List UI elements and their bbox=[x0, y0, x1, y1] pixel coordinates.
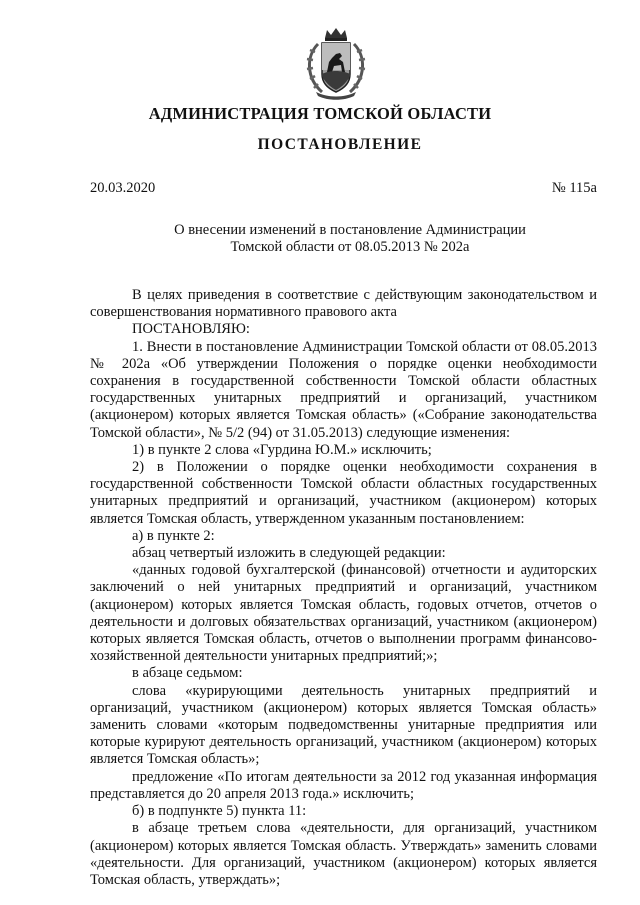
paragraph-fourth-abzac: абзац четвертый изложить в следующей редакции: bbox=[132, 545, 446, 562]
paragraph-point-b: б) в подпункте 5) пункта 11: bbox=[132, 803, 307, 820]
paragraph-subitem-2: 2) в Положении о порядке оценки необходимости сохранения в государственной собственности Томской области областных государственных унитарных предприятий и организаций, участником (акционером) которых является Томская область, утвержденном указанным постановлением: bbox=[90, 459, 597, 527]
paragraph-point-a: а) в пункте 2: bbox=[132, 527, 215, 544]
paragraph-preamble: В целях приведения в соответствие с действующим законодательством и совершенствования нормативного правового акта bbox=[90, 287, 597, 321]
document-type: ПОСТАНОВЛЕНИЕ bbox=[257, 136, 423, 153]
paragraph-subitem-1: 1) в пункте 2 слова «Гурдина Ю.М.» исключить; bbox=[132, 441, 432, 458]
document-number: № 115а bbox=[551, 180, 597, 196]
paragraph-seventh-abzac: в абзаце седьмом: bbox=[132, 665, 243, 682]
document-subject bbox=[60, 222, 640, 256]
paragraph-resolve: ПОСТАНОВЛЯЮ: bbox=[132, 321, 250, 338]
subject-line-2: Томской области от 08.05.2013 № 202а bbox=[230, 239, 470, 255]
organization-title: АДМИНИСТРАЦИЯ ТОМСКОЙ ОБЛАСТИ bbox=[148, 104, 492, 123]
coat-of-arms-icon bbox=[296, 26, 376, 104]
paragraph-replace-words: слова «курирующими деятельность унитарных предприятий и организаций, участником (акционером) которых является Томская область» заменить словами «которым подведомственны унитарные предприятия или которые курируют деятельность организаций, участником (акционером) которых является Томская область»; bbox=[90, 682, 597, 768]
paragraph-item-1: 1. Внести в постановление Администрации Томской области от 08.05.2013 № 202а «Об утверждении Положения о порядке оценки необходимости сохранения в государственной собственности Томской области областных государственных унитарных предприятий и организаций, участником (акционером) которых является Томская область» («Собрание законодательства Томской области», № 5/2 (94) от 31.05.2013) следующие изменения: bbox=[90, 338, 597, 441]
paragraph-third-abzac: в абзаце третьем слова «деятельности, для организаций, участником (акционером) которых является Томская область. Утверждать» заменить словами «деятельности. Для организаций, участником (акционером) которых является Томская область, утверждать»; bbox=[90, 820, 597, 888]
paragraph-quote-data: «данных годовой бухгалтерской (финансовой) отчетности и аудиторских заключений о ней унитарных предприятий и организаций, участником (акционером) которых является Томская область, годовых отчетов, отчетов о деятельности и долговых обязательствах организаций, участником (акционером) которых является Томская область, отчетов о выполнении программ финансово-хозяйственной деятельности унитарных предприятий;»; bbox=[90, 562, 597, 665]
document-body bbox=[90, 287, 597, 889]
subject-line-1: О внесении изменений в постановление Администрации bbox=[174, 222, 526, 238]
paragraph-remove-sentence: предложение «По итогам деятельности за 2012 год указанная информация представляется до 20 апреля 2013 года.» исключить; bbox=[90, 768, 597, 802]
document-date: 20.03.2020 bbox=[90, 180, 156, 196]
